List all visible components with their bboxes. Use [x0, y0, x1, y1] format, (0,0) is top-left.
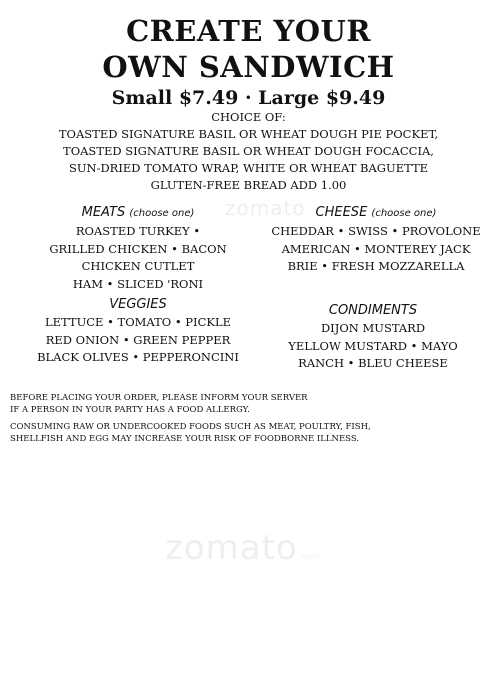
meats-heading: [23, 204, 253, 223]
watermark-suffix: .com: [297, 552, 322, 561]
meats-heading-sub: (choose one): [129, 208, 195, 219]
condiment-item: YELLOW MUSTARD • MAYO: [288, 338, 458, 353]
veggie-item: BLACK OLIVES • PEPPERONCINI: [37, 350, 239, 364]
veggie-item: RED ONION • GREEN PEPPER: [45, 332, 231, 347]
bread-line: TOASTED SIGNATURE BASIL OR WHEAT DOUGH FOCACCIA,: [63, 144, 434, 158]
bread-line: GLUTEN-FREE BREAD ADD 1.00: [150, 178, 347, 192]
veggie-item: LETTUCE • TOMATO • PICKLE: [44, 315, 231, 329]
cheese-item: BRIE • FRESH MOZZARELLA: [287, 259, 465, 273]
cheese-item: CHEDDAR • SWISS • PROVOLONE: [271, 224, 481, 238]
food-safety-notice-line: CONSUMING RAW OR UNDERCOOKED FOODS SUCH AS MEAT, POULTRY, FISH,: [10, 422, 371, 432]
meats-section: [23, 204, 253, 293]
cheese-heading-label: CHEESE: [315, 205, 368, 220]
price-line: Small $7.49 · Large $9.49: [111, 87, 386, 109]
menu-title-line2: OWN SANDWICH: [102, 50, 395, 84]
watermark-text: zomato: [165, 528, 298, 568]
condiment-item: DIJON MUSTARD: [320, 321, 426, 335]
condiments-heading: CONDIMENTS: [328, 303, 418, 318]
meat-item: CHICKEN CUTLET: [81, 259, 195, 273]
watermark-text: zomato: [225, 196, 306, 220]
veggies-heading: VEGGIES: [109, 297, 167, 312]
watermark-bottom: [165, 528, 321, 568]
meat-item: GRILLED CHICKEN • BACON: [49, 241, 227, 256]
cheese-item: AMERICAN • MONTEREY JACK: [281, 241, 471, 256]
food-safety-notice-line: SHELLFISH AND EGG MAY INCREASE YOUR RISK OF FOODBORNE ILLNESS.: [10, 434, 360, 444]
allergy-notice-line: IF A PERSON IN YOUR PARTY HAS A FOOD ALLERGY.: [10, 405, 250, 415]
allergy-notice-line: BEFORE PLACING YOUR ORDER, PLEASE INFORM YOUR SERVER: [10, 393, 308, 403]
condiments-section: [258, 302, 488, 373]
bread-line: SUN-DRIED TOMATO WRAP, WHITE OR WHEAT BAGUETTE: [68, 161, 429, 175]
menu-title-line1: CREATE YOUR: [126, 14, 371, 48]
bread-line: TOASTED SIGNATURE BASIL OR WHEAT DOUGH PIE POCKET,: [58, 127, 439, 141]
cheese-heading: [261, 204, 491, 223]
meat-item: HAM • SLICED 'RONI: [72, 276, 204, 291]
cheese-heading-sub: (choose one): [371, 208, 437, 219]
veggies-section: [23, 296, 253, 367]
cheese-section: [261, 204, 491, 276]
meat-item: ROASTED TURKEY •: [75, 224, 201, 238]
meats-heading-label: MEATS: [81, 205, 126, 220]
bread-heading: CHOICE OF:: [211, 110, 286, 124]
condiment-item: RANCH • BLEU CHEESE: [298, 356, 448, 370]
